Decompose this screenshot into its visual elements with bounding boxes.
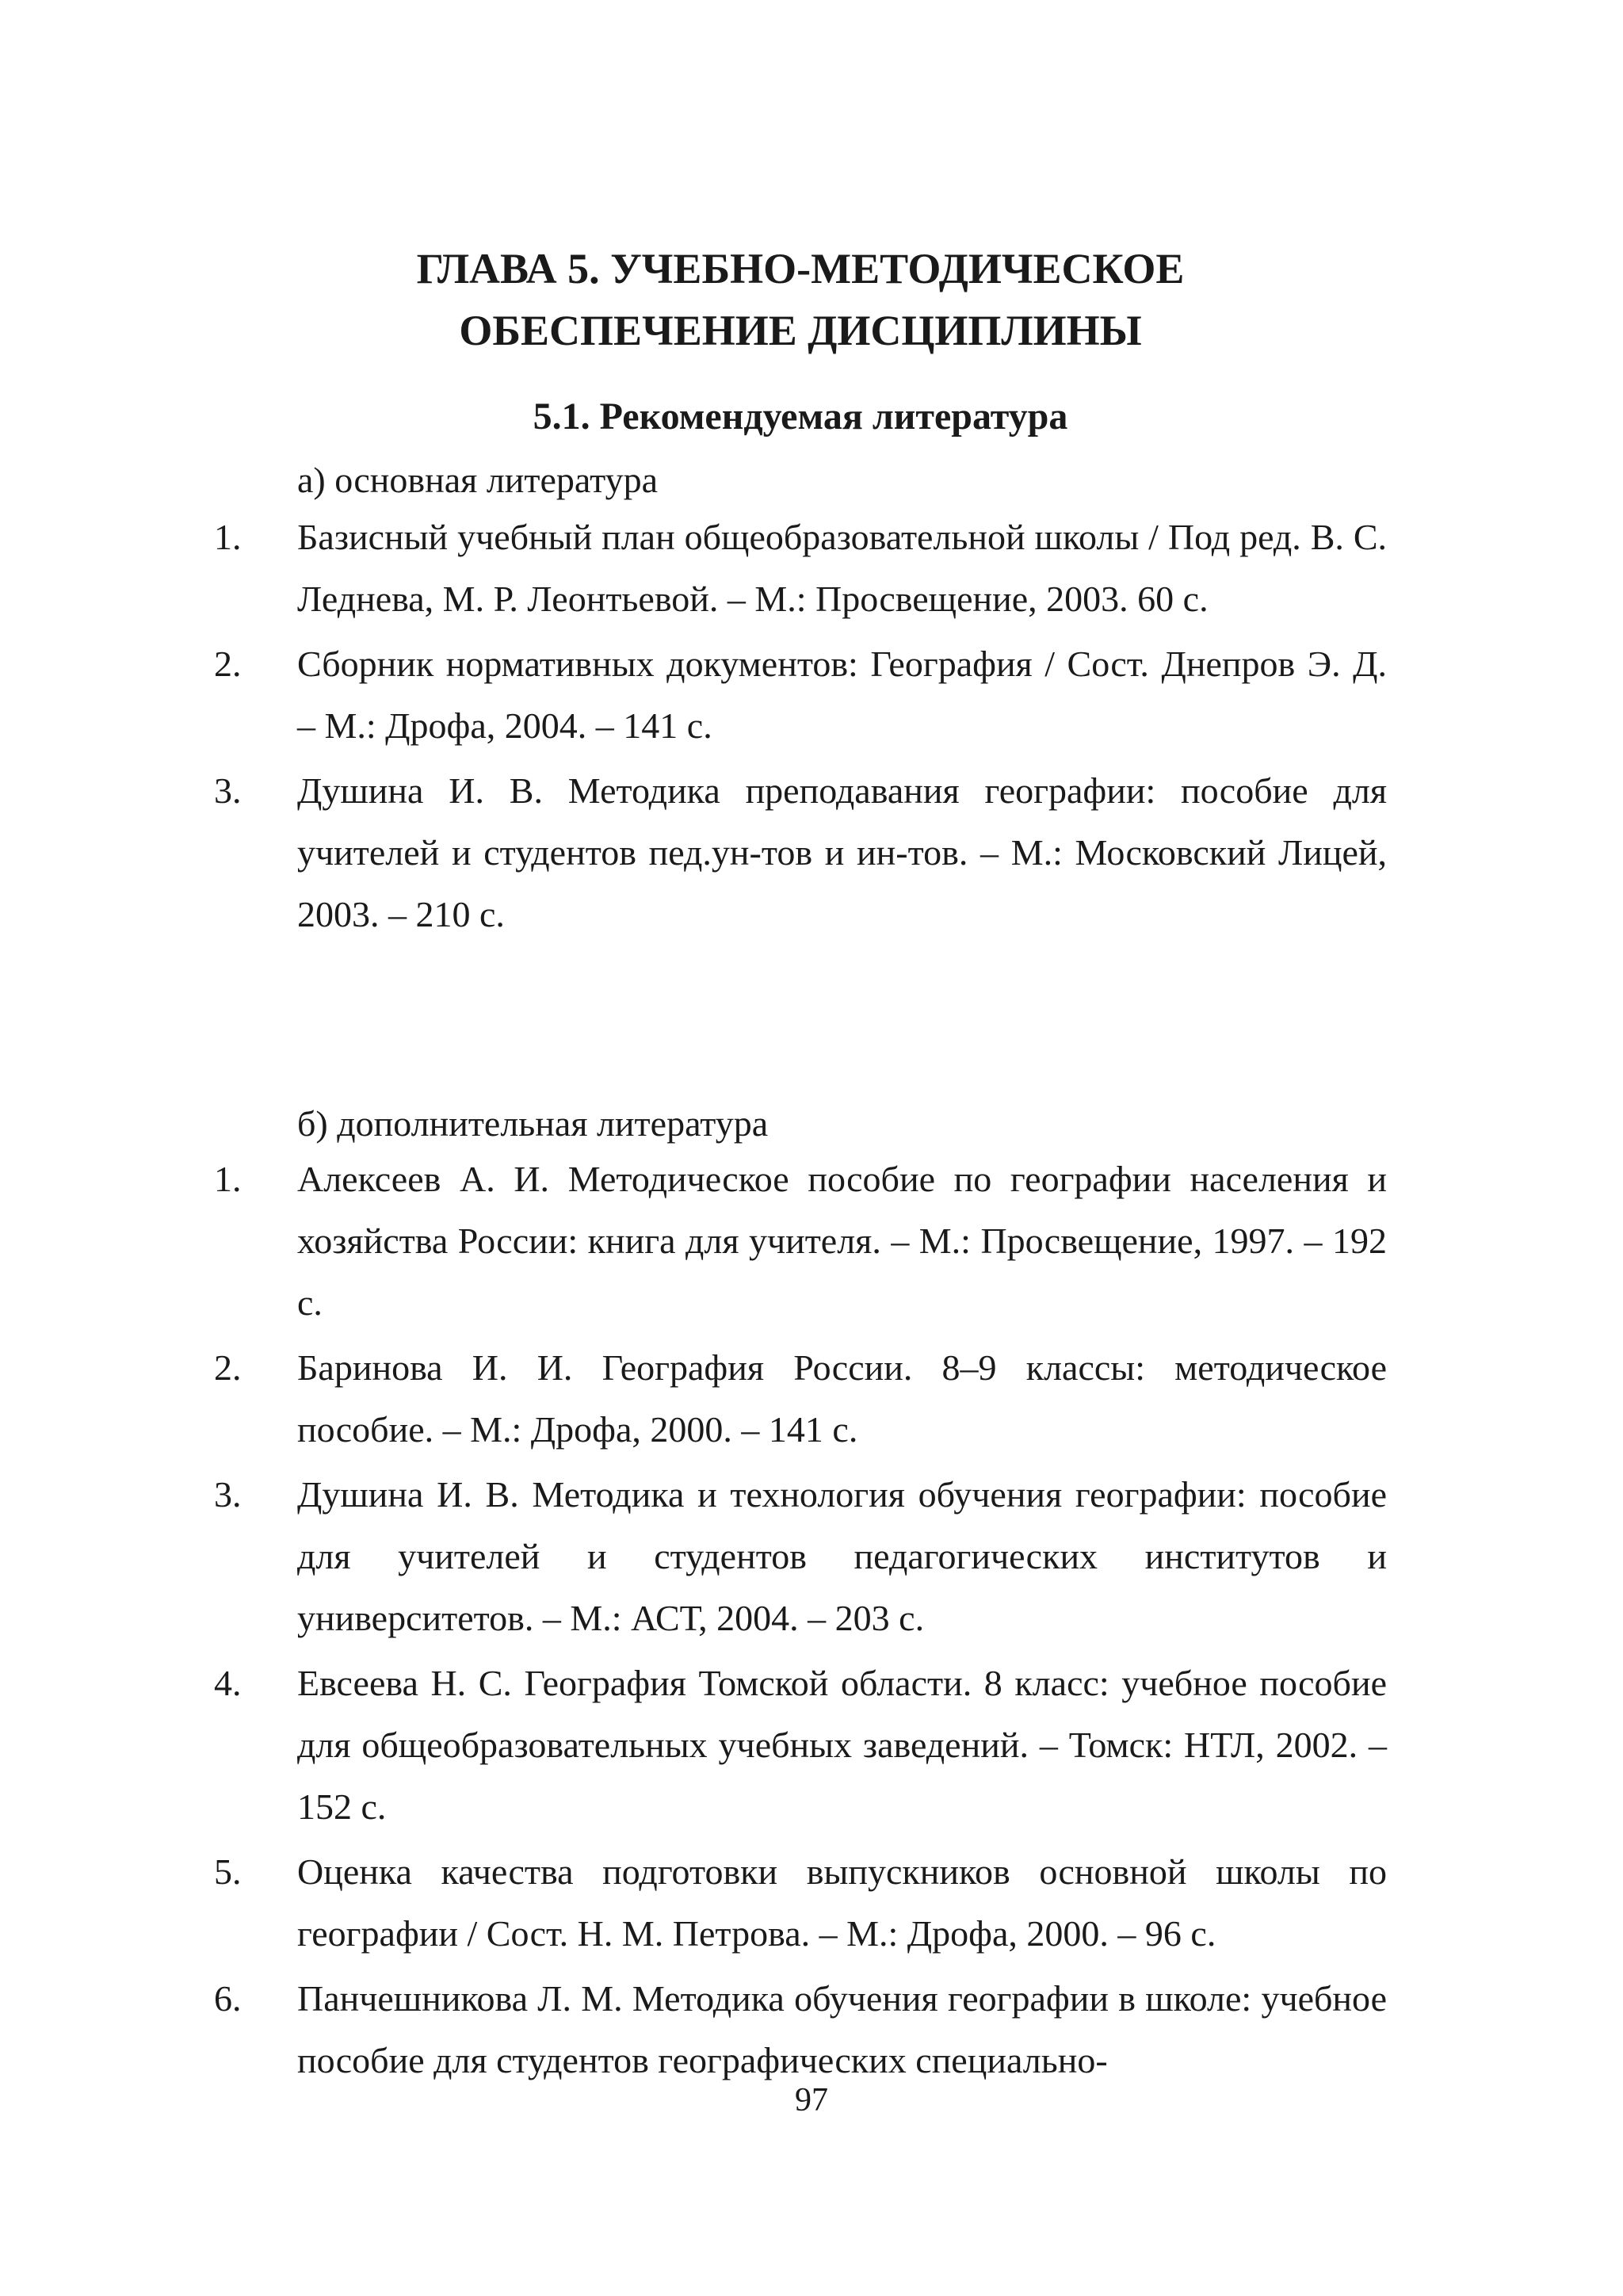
main-literature-list <box>214 506 1387 949</box>
list-item-number: 1. <box>214 1159 242 1199</box>
chapter-title <box>214 238 1387 361</box>
list-item <box>214 1148 1387 1334</box>
list-item-text: Душина И. В. Методика и технология обучения географии: пособие для учителей и студентов педагогических институтов и университетов. – М.: АСТ, 2004. – 203 с. <box>297 1474 1387 1638</box>
list-item-number: 2. <box>214 644 242 684</box>
list-item-text: Сборник нормативных документов: География / Сост. Днепров Э. Д. – М.: Дрофа, 2004. – 141 с. <box>297 644 1387 746</box>
list-item-number: 3. <box>214 1474 242 1515</box>
page-number: 97 <box>795 2082 828 2118</box>
additional-literature-list <box>214 1148 1387 2095</box>
list-item-text: Базисный учебный план общеобразовательной школы / Под ред. В. С. Леднева, М. Р. Леонтьевой. – М.: Просвещение, 2003. 60 с. <box>297 517 1387 619</box>
list-item <box>214 1841 1387 1965</box>
list-item-text: Оценка качества подготовки выпускников основной школы по географии / Сост. Н. М. Петрова. – М.: Дрофа, 2000. – 96 с. <box>297 1851 1387 1954</box>
list-item-text: Евсеева Н. С. География Томской области. 8 класс: учебное пособие для общеобразовательных учебных заведений. – Томск: НТЛ, 2002. – 152 с. <box>297 1663 1387 1827</box>
list-item-number: 1. <box>214 517 242 557</box>
list-item-number: 2. <box>214 1347 242 1388</box>
list-item <box>214 1968 1387 2092</box>
list-item <box>214 1337 1387 1461</box>
list-item-text: Панчешникова Л. М. Методика обучения географии в школе: учебное пособие для студентов географических специально- <box>297 1978 1387 2080</box>
list-item <box>214 1464 1387 1649</box>
list-item-text: Баринова И. И. География России. 8–9 классы: методическое пособие. – М.: Дрофа, 2000. – 141 с. <box>297 1347 1387 1450</box>
page-content <box>214 0 1387 2296</box>
list-item-number: 6. <box>214 1978 242 2019</box>
section-title: 5.1. Рекомендуемая литература <box>533 395 1068 437</box>
list-item-number: 5. <box>214 1851 242 1892</box>
list-item-text: Алексеев А. И. Методическое пособие по географии населения и хозяйства России: книга для учителя. – М.: Просвещение, 1997. – 192 с. <box>297 1159 1387 1323</box>
list-item-text: Душина И. В. Методика преподавания географии: пособие для учителей и студентов пед.ун-тов и ин-тов. – М.: Московский Лицей, 2003. – 210 с. <box>297 770 1387 934</box>
list-item-number: 4. <box>214 1663 242 1703</box>
main-literature-heading: а) основная литература <box>297 460 659 500</box>
chapter-title-line-1: ГЛАВА 5. УЧЕБНО-МЕТОДИЧЕСКОЕ <box>416 245 1185 292</box>
chapter-title-line-2: ОБЕСПЕЧЕНИЕ ДИСЦИПЛИНЫ <box>459 307 1142 354</box>
additional-literature-heading: б) дополнительная литература <box>297 1103 769 1144</box>
list-item-number: 3. <box>214 770 242 811</box>
list-item <box>214 506 1387 630</box>
list-item <box>214 633 1387 757</box>
list-item <box>214 760 1387 946</box>
list-item <box>214 1652 1387 1838</box>
